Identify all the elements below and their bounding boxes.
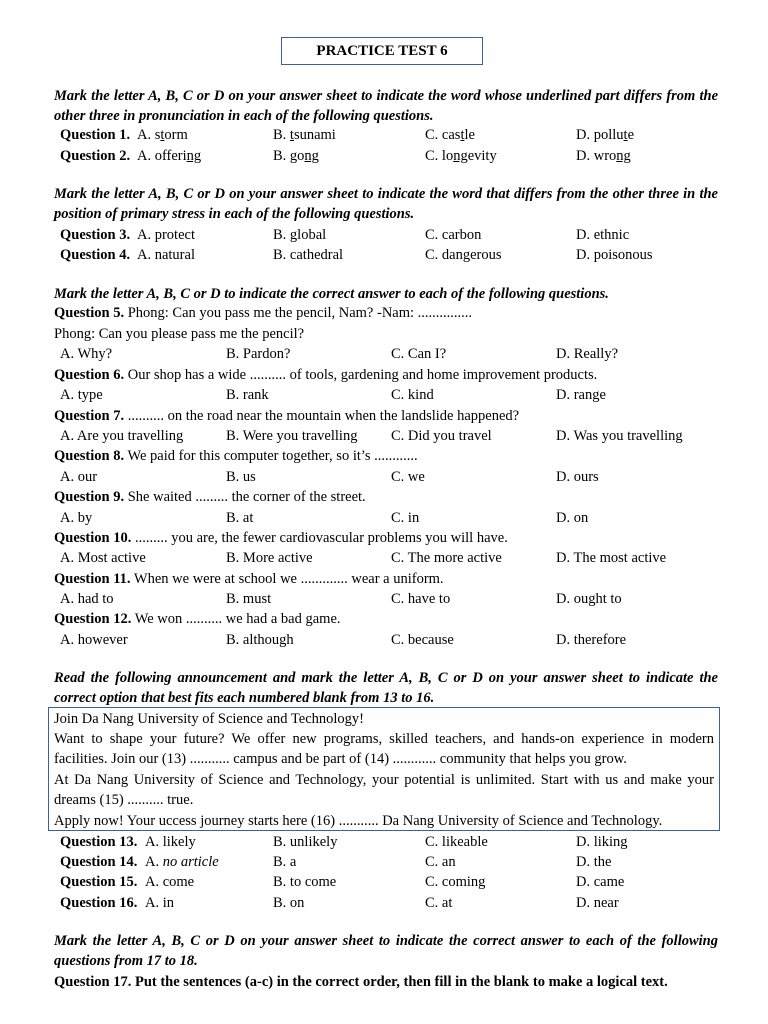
option-italic-text: no article: [162, 854, 219, 870]
question-5-extra: Phong: Can you please pass me the pencil?: [54, 326, 305, 342]
option-prefix: A.: [145, 854, 160, 870]
q12-option-a: A. however: [60, 632, 128, 648]
question-label: Question 9.: [54, 489, 125, 505]
q13-option-a: A. likely: [145, 834, 196, 850]
q12-option-d: D. therefore: [556, 632, 627, 648]
q10-option-d: D. The most active: [556, 550, 667, 566]
q15-option-d: D. came: [576, 874, 625, 890]
question-9: [54, 487, 718, 507]
q1-option-a: A. storm: [137, 127, 188, 143]
q16-option-a: A. in: [145, 895, 174, 911]
q1-option-d: D. pollute: [576, 127, 634, 143]
q12-option-c: C. because: [391, 632, 454, 648]
q1-option-b: B. tsunami: [273, 127, 336, 143]
announcement-instruction: Read the following announcement and mark the letter A, B, C or D on your answer sheet to indicate the correct option that best fits each numbered blank from 13 to 16.: [54, 670, 718, 707]
q6-option-c: C. kind: [391, 387, 434, 403]
grammar-instruction: Mark the letter A, B, C or D to indicate the correct answer to each of the following questions.: [54, 286, 609, 302]
q15-option-b: B. to come: [273, 874, 337, 890]
q12-option-b: B. although: [226, 632, 294, 648]
q2-option-c: C. longevity: [425, 148, 497, 164]
question-text: We paid for this computer together, so it’s ............: [127, 448, 418, 464]
q6-option-b: B. rank: [226, 387, 269, 403]
question-11: [54, 569, 718, 589]
question-label: Question 15.: [60, 874, 138, 890]
q3-option-c: C. carbon: [425, 227, 482, 243]
q4-option-d: D. poisonous: [576, 247, 653, 263]
q14-option-a: [145, 852, 219, 872]
q9-option-a: A. by: [60, 510, 93, 526]
q1-option-c: C. castle: [425, 127, 475, 143]
question-label: Question 10.: [54, 530, 132, 546]
question-8: [54, 446, 718, 466]
q10-option-c: C. The more active: [391, 550, 502, 566]
pronunciation-instruction: Mark the letter A, B, C or D on your answer sheet to indicate the word whose underlined part differs from the other three in pronunciation in each of the following questions.: [54, 88, 718, 125]
question-label: Question 16.: [60, 895, 138, 911]
q2-option-a: A. offering: [137, 148, 202, 164]
question-label: Question 13.: [60, 834, 138, 850]
q5-option-a: A. Why?: [60, 346, 113, 362]
question-label: Question 11.: [54, 571, 131, 587]
q13-option-d: D. liking: [576, 834, 628, 850]
q13-option-c: C. likeable: [425, 834, 488, 850]
question-text: We won .......... we had a bad game.: [134, 611, 341, 627]
q2-option-d: D. wrong: [576, 148, 631, 164]
q14-option-d: D. the: [576, 854, 612, 870]
question-text: Our shop has a wide .......... of tools, gardening and home improvement products.: [127, 367, 598, 383]
question-10: [54, 528, 718, 548]
q11-option-d: D. ought to: [556, 591, 622, 607]
q3-option-d: D. ethnic: [576, 227, 630, 243]
q11-option-c: C. have to: [391, 591, 451, 607]
question-label: Question 3.: [60, 227, 131, 243]
q4-option-c: C. dangerous: [425, 247, 502, 263]
question-label: Question 14.: [60, 854, 138, 870]
question-label: Question 1.: [60, 127, 131, 143]
q8-option-a: A. our: [60, 469, 98, 485]
question-label: Question 6.: [54, 367, 125, 383]
question-5: [54, 303, 718, 323]
announcement-heading: Join Da Nang University of Science and Technology!: [54, 711, 364, 727]
q4-option-b: B. cathedral: [273, 247, 344, 263]
q2-option-b: B. gong: [273, 148, 319, 164]
question-text: She waited ......... the corner of the street.: [127, 489, 366, 505]
stress-instruction: Mark the letter A, B, C or D on your answer sheet to indicate the word that differs from the other three in the position of primary stress in each of the following questions.: [54, 186, 718, 223]
q15-option-c: C. coming: [425, 874, 486, 890]
q7-option-b: B. Were you travelling: [226, 428, 358, 444]
question-label: Question 5.: [54, 305, 125, 321]
question-text: ......... you are, the fewer cardiovascular problems you will have.: [134, 530, 508, 546]
q15-option-a: A. come: [145, 874, 195, 890]
q16-option-b: B. on: [273, 895, 305, 911]
q8-option-b: B. us: [226, 469, 256, 485]
question-6: [54, 365, 718, 385]
question-label: Question 7.: [54, 408, 125, 424]
q5-option-c: C. Can I?: [391, 346, 447, 362]
announcement-paragraph: At Da Nang University of Science and Technology, your potential is unlimited. Start with us and make your dreams (15) .......... true.: [54, 772, 714, 809]
question-12: [54, 609, 718, 629]
q10-option-a: A. Most active: [60, 550, 146, 566]
question-label: Question 8.: [54, 448, 125, 464]
question-text: .......... on the road near the mountain when the landslide happened?: [127, 408, 520, 424]
q4-option-a: A. natural: [137, 247, 195, 263]
question-7: [54, 406, 718, 426]
q11-option-a: A. had to: [60, 591, 114, 607]
q3-option-a: A. protect: [137, 227, 195, 243]
q16-option-d: D. near: [576, 895, 619, 911]
question-text: Phong: Can you pass me the pencil, Nam? -Nam: ...............: [127, 305, 473, 321]
q5-option-b: B. Pardon?: [226, 346, 291, 362]
question-label: Question 12.: [54, 611, 132, 627]
q14-option-b: B. a: [273, 854, 297, 870]
q6-option-a: A. type: [60, 387, 103, 403]
q14-option-c: C. an: [425, 854, 456, 870]
q13-option-b: B. unlikely: [273, 834, 338, 850]
announcement-paragraph: Apply now! Your uccess journey starts here (16) ........... Da Nang University of Science and Technology.: [54, 813, 663, 829]
question-17: Question 17. Put the sentences (a-c) in the correct order, then fill in the blank to make a logical text.: [54, 974, 668, 990]
q7-option-c: C. Did you travel: [391, 428, 492, 444]
q7-option-d: D. Was you travelling: [556, 428, 683, 444]
q9-option-c: C. in: [391, 510, 420, 526]
announcement-paragraph: Want to shape your future? We offer new programs, skilled teachers, and hands-on experience in modern facilities. Join our (13) ........... campus and be part of (14) ............ community that helps you grow.: [54, 731, 714, 768]
q10-option-b: B. More active: [226, 550, 313, 566]
page-title: PRACTICE TEST 6: [281, 37, 483, 65]
q16-option-c: C. at: [425, 895, 453, 911]
final-instruction: Mark the letter A, B, C or D on your answer sheet to indicate the correct answer to each of the following questions from 17 to 18.: [54, 933, 718, 970]
q6-option-d: D. range: [556, 387, 606, 403]
q9-option-d: D. on: [556, 510, 589, 526]
q7-option-a: A. Are you travelling: [60, 428, 184, 444]
question-label: Question 4.: [60, 247, 131, 263]
question-label: Question 2.: [60, 148, 131, 164]
q11-option-b: B. must: [226, 591, 272, 607]
q8-option-d: D. ours: [556, 469, 599, 485]
q5-option-d: D. Really?: [556, 346, 619, 362]
q8-option-c: C. we: [391, 469, 425, 485]
q9-option-b: B. at: [226, 510, 254, 526]
q3-option-b: B. global: [273, 227, 327, 243]
question-text: When we were at school we ............. wear a uniform.: [133, 571, 444, 587]
